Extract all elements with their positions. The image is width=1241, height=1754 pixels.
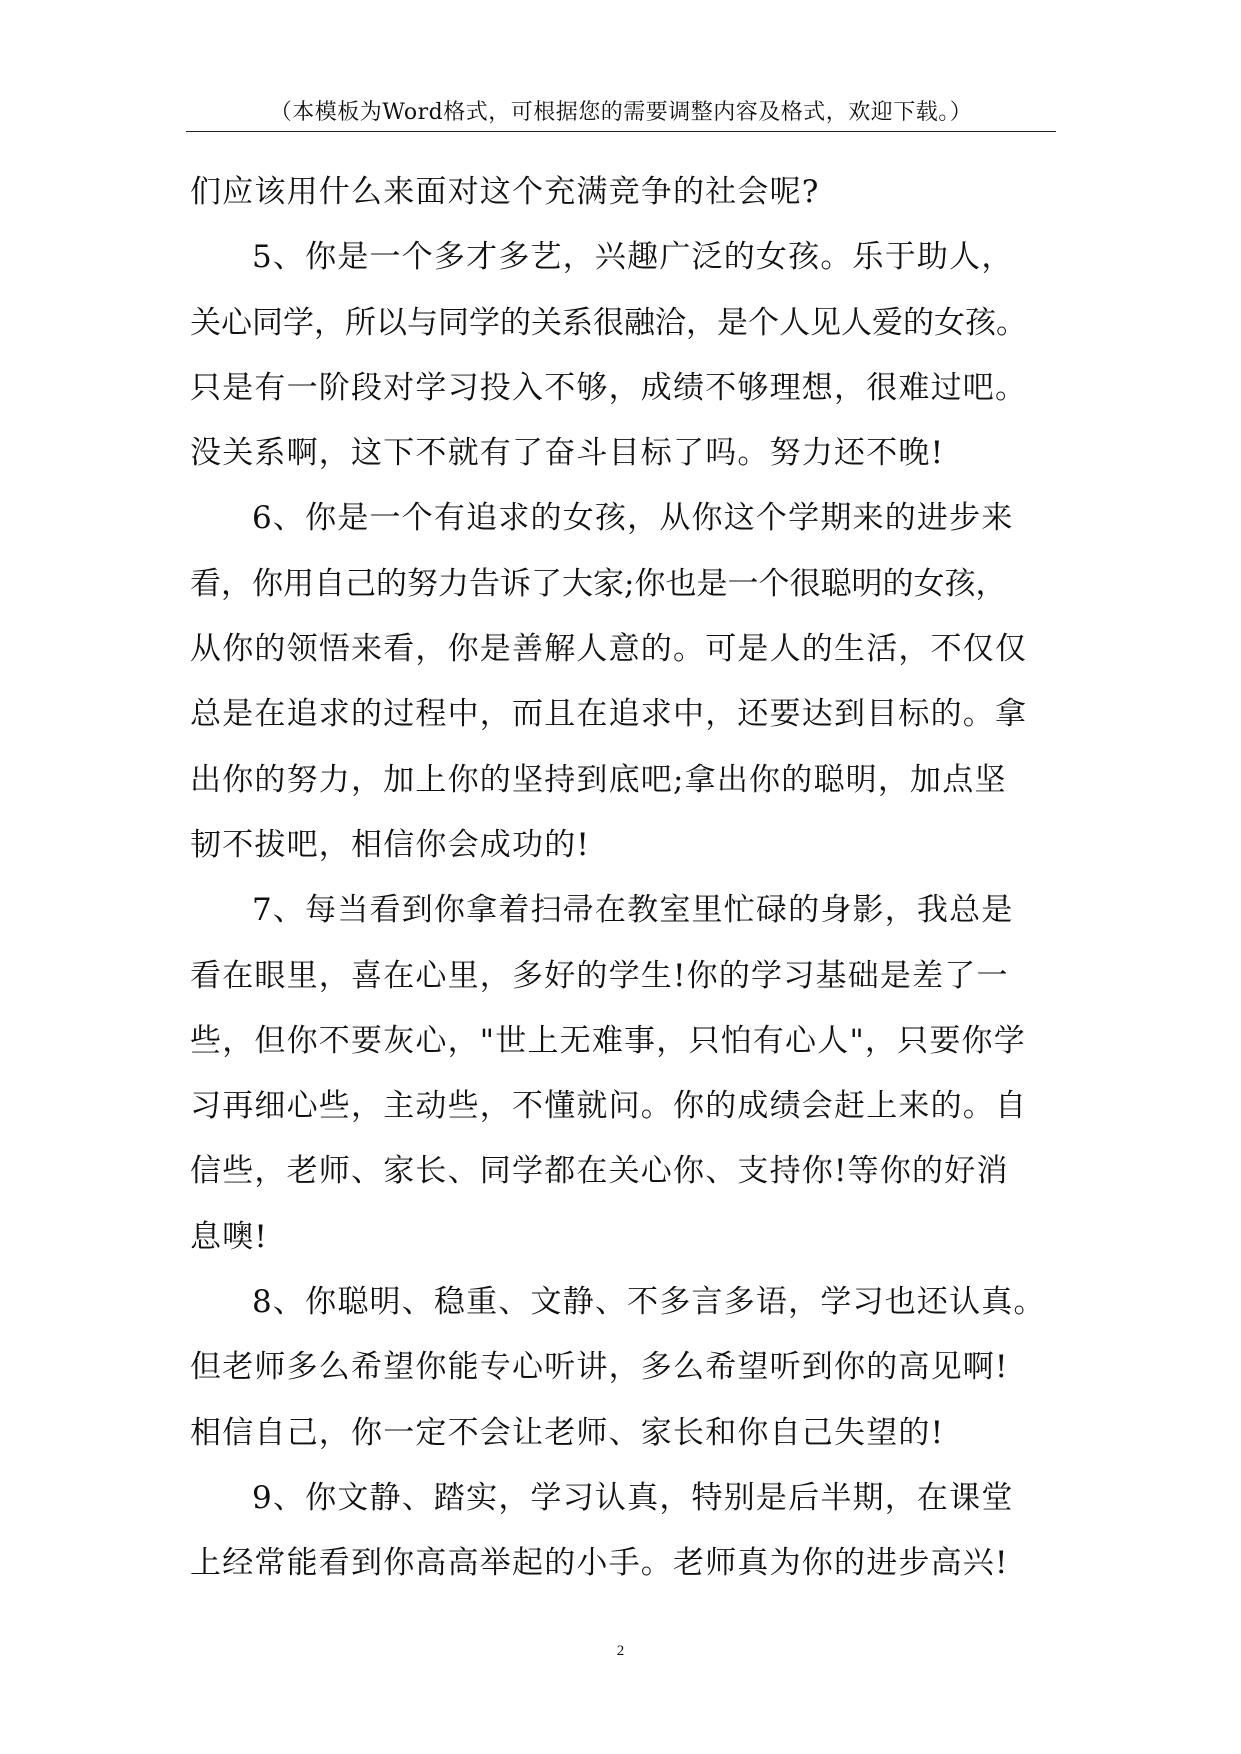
text-line: 看，你用自己的努力告诉了大家;你也是一个很聪明的女孩， — [190, 565, 1007, 602]
template-note-header: （本模板为Word格式，可根据您的需要调整内容及格式，欢迎下载。） — [269, 100, 973, 125]
text-line: 没关系啊，这下不就有了奋斗目标了吗。努力还不晚! — [190, 435, 945, 472]
text-line: 关心同学，所以与同学的关系很融洽，是个人见人爱的女孩。 — [190, 304, 1027, 341]
text-line: 习再细心些，主动些，不懂就问。你的成绩会赶上来的。自 — [190, 1088, 1028, 1125]
text-line: 上经常能看到你高高举起的小手。老师真为你的进步高兴! — [190, 1545, 1009, 1582]
page-number: 2 — [616, 1643, 625, 1659]
header-divider — [186, 131, 1056, 132]
text-line: 看在眼里，喜在心里，多好的学生!你的学习基础是差了一 — [190, 957, 1009, 994]
text-line: 出你的努力，加上你的坚持到底吧;拿出你的聪明，加点坚 — [190, 761, 1007, 798]
text-line: 只是有一阶段对学习投入不够，成绩不够理想，很难过吧。 — [190, 369, 1028, 406]
paragraph-start-comment-5: 5、你是一个多才多艺，兴趣广泛的女孩。乐于助人， — [252, 239, 1014, 276]
paragraph-start-comment-9: 9、你文静、踏实，学习认真，特别是后半期，在课堂 — [252, 1479, 1014, 1516]
paragraph-start-comment-8: 8、你聪明、稳重、文静、不多言多语，学习也还认真。 — [252, 1284, 1046, 1321]
text-line: 信些，老师、家长、同学都在关心你、支持你!等你的好消 — [190, 1153, 1009, 1190]
text-line: 但老师多么希望你能专心听讲，多么希望听到你的高见啊! — [190, 1349, 1009, 1386]
text-line: 些，但你不要灰心，"世上无难事，只怕有心人"，只要你学 — [190, 1022, 1026, 1059]
paragraph-start-comment-6: 6、你是一个有追求的女孩，从你这个学期来的进步来 — [252, 500, 1014, 537]
text-line: 息噢! — [190, 1218, 269, 1255]
text-line: 韧不拔吧，相信你会成功的! — [190, 826, 591, 863]
text-line: 总是在追求的过程中，而且在追求中，还要达到目标的。拿 — [190, 696, 1028, 733]
paragraph-start-comment-7: 7、每当看到你拿着扫帚在教室里忙碌的身影，我总是 — [252, 892, 1014, 929]
text-line: 相信自己，你一定不会让老师、家长和你自己失望的! — [190, 1414, 945, 1451]
document-body — [190, 160, 1070, 1597]
text-line: 们应该用什么来面对这个充满竞争的社会呢? — [190, 174, 820, 210]
text-line: 从你的领悟来看，你是善解人意的。可是人的生活，不仅仅 — [190, 631, 1028, 668]
